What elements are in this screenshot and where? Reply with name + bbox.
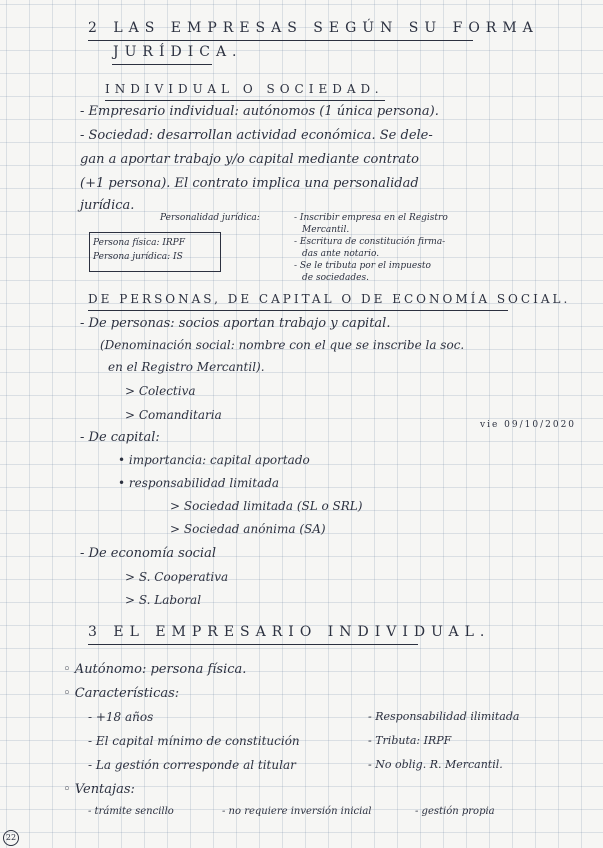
- line-sociedad-anonima: > Sociedad anónima (SA): [170, 522, 326, 536]
- line-caracteristicas: ◦ Características:: [63, 686, 180, 701]
- box-persona-fisica: Persona física: IRPF: [93, 238, 185, 248]
- line-colectiva: > Colectiva: [125, 384, 196, 398]
- pj-item-1b: Mercantil.: [302, 225, 350, 235]
- line-sociedad-limitada: > Sociedad limitada (SL o SRL): [170, 499, 363, 513]
- line-economia-social: - De economía social: [80, 546, 216, 561]
- section-3-title: 3 EL EMPRESARIO INDIVIDUAL.: [88, 624, 491, 640]
- page-number: 22: [3, 830, 19, 846]
- subheading-individual-sociedad: INDIVIDUAL O SOCIEDAD.: [105, 82, 384, 96]
- line-cooperativa: > S. Cooperativa: [125, 570, 229, 584]
- title-underline-2: [112, 64, 212, 65]
- section-3-underline: [88, 644, 418, 645]
- line-laboral: > S. Laboral: [125, 593, 202, 607]
- line-tramite-sencillo: - trámite sencillo: [88, 806, 174, 817]
- line-registro: en el Registro Mercantil).: [108, 360, 265, 374]
- date-note: vie 09/10/2020: [480, 420, 577, 430]
- line-responsabilidad: • responsabilidad limitada: [118, 476, 280, 490]
- section-2-title-cont: JURÍDICA.: [113, 44, 243, 60]
- line-comanditaria: > Comanditaria: [125, 408, 222, 422]
- line-no-inversion: - no requiere inversión inicial: [222, 806, 372, 817]
- line-capital-minimo: - El capital mínimo de constitución: [88, 734, 300, 748]
- line-importancia: • importancia: capital aportado: [118, 453, 310, 467]
- line-18-anos: - +18 años: [88, 710, 154, 724]
- line-autonomo: ◦ Autónomo: persona física.: [63, 662, 247, 677]
- title-underline: [88, 40, 473, 41]
- box-persona-juridica: Persona jurídica: IS: [93, 252, 183, 262]
- line-gestion-titular: - La gestión corresponde al titular: [88, 758, 296, 772]
- personalidad-juridica-label: Personalidad jurídica:: [160, 213, 260, 223]
- line-tributa-irpf: - Tributa: IRPF: [368, 734, 452, 747]
- line-de-capital: - De capital:: [80, 430, 160, 445]
- subheading-tipos: DE PERSONAS, DE CAPITAL O DE ECONOMÍA SOCIAL.: [88, 292, 571, 306]
- line-responsabilidad-ilimitada: - Responsabilidad ilimitada: [368, 710, 520, 723]
- pj-item-3b: de sociedades.: [302, 273, 369, 283]
- line-sociedad-3: (+1 persona). El contrato implica una personalidad: [80, 176, 419, 191]
- line-de-personas: - De personas: socios aportan trabajo y capital.: [80, 316, 391, 331]
- pj-item-1: - Inscribir empresa en el Registro: [294, 213, 448, 223]
- pj-item-2: - Escritura de constitución firma-: [294, 237, 446, 247]
- line-denominacion: (Denominación social: nombre con el que se inscribe la soc.: [100, 338, 465, 352]
- line-sociedad-2: gan a aportar trabajo y/o capital mediante contrato: [80, 152, 419, 167]
- subhead-underline: [105, 100, 385, 101]
- line-empresario-individual: - Empresario individual: autónomos (1 única persona).: [80, 104, 439, 119]
- line-no-oblig-registro: - No oblig. R. Mercantil.: [368, 758, 503, 771]
- pj-item-3: - Se le tributa por el impuesto: [294, 261, 431, 271]
- subhead2-underline: [88, 310, 508, 311]
- section-2-title: 2 LAS EMPRESAS SEGÚN SU FORMA: [88, 20, 539, 36]
- line-ventajas: ◦ Ventajas:: [63, 782, 135, 797]
- line-sociedad: - Sociedad: desarrollan actividad económica. Se dele-: [80, 128, 433, 143]
- line-gestion-propia: - gestión propia: [415, 806, 495, 817]
- line-sociedad-4: jurídica.: [80, 198, 135, 213]
- pj-item-2b: das ante notario.: [302, 249, 380, 259]
